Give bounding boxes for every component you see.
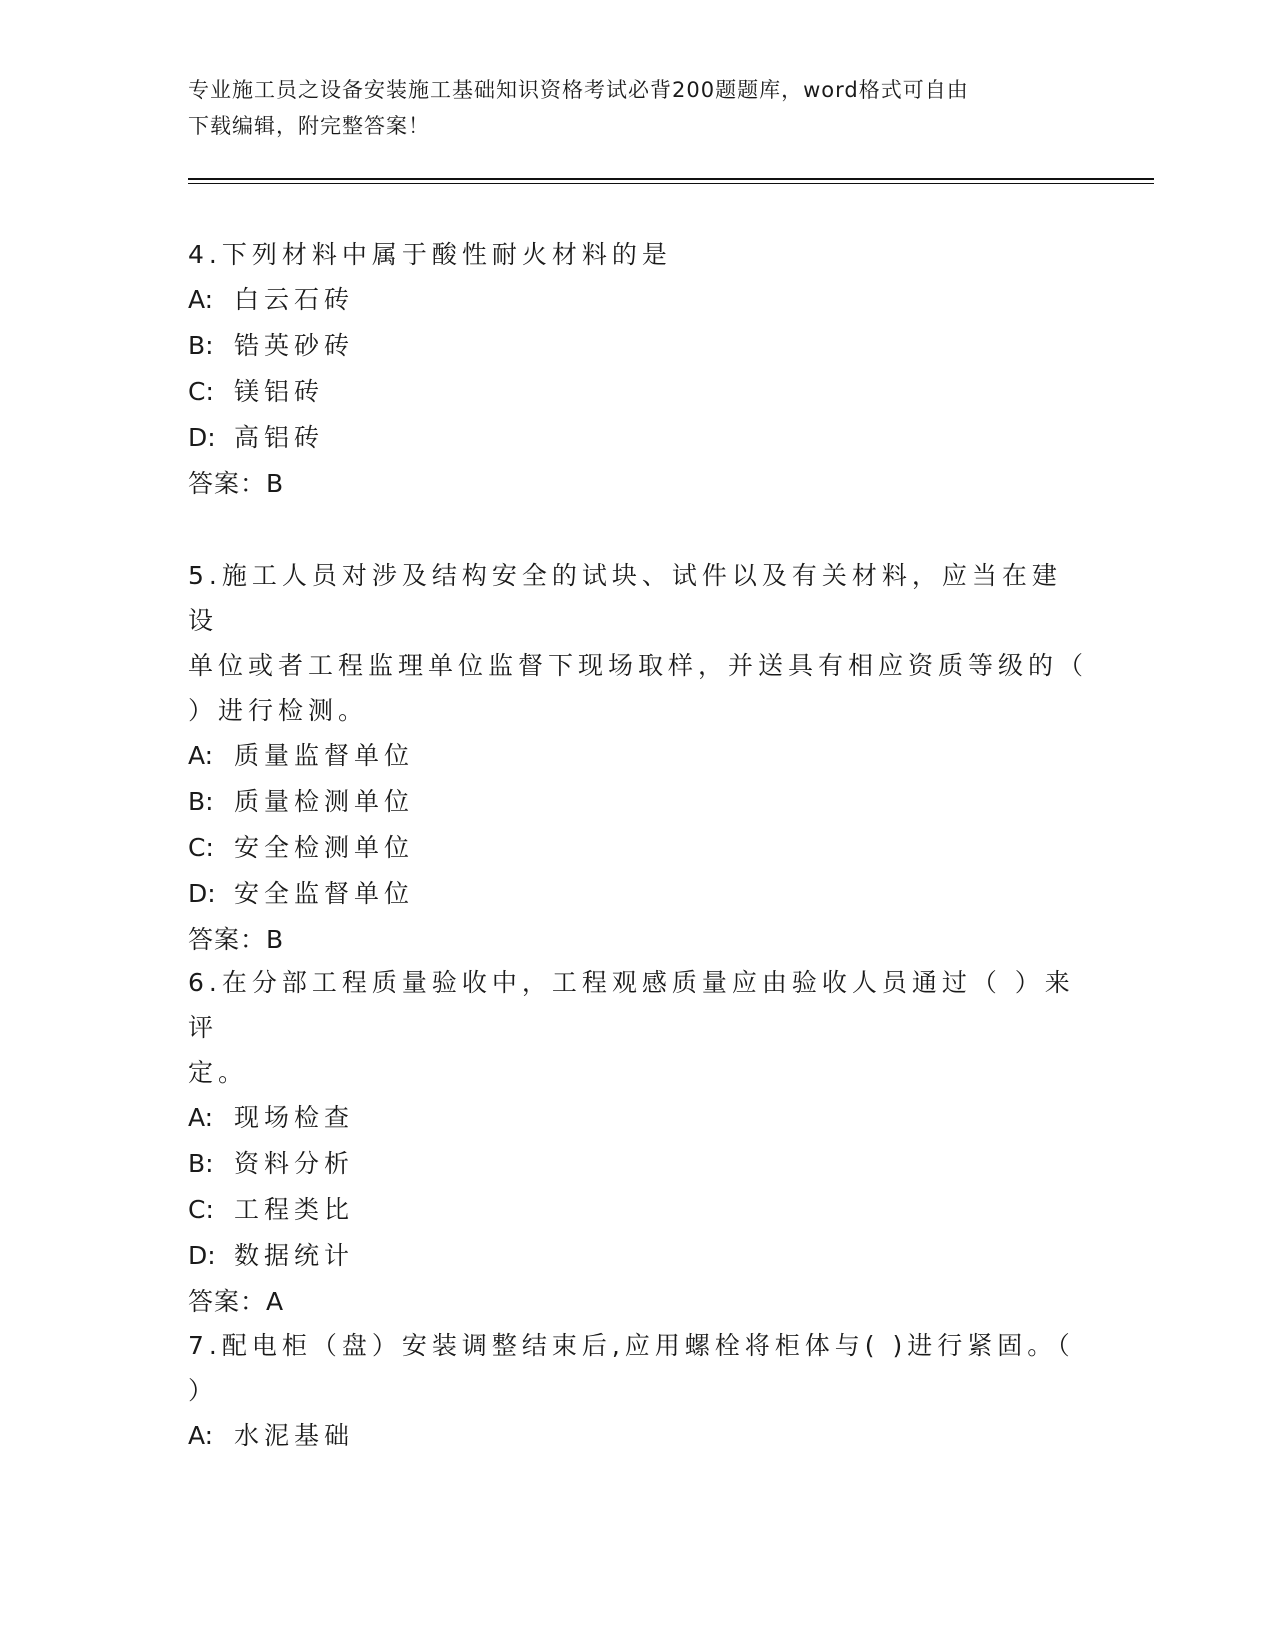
question-stem-line: 6.在分部工程质量验收中，工程观感质量应由验收人员通过（ ）来评 [188,968,1075,1042]
option-b [188,1141,1088,1187]
option-a [188,1413,1088,1459]
question-stem-line: 4.下列材料中属于酸性耐火材料的是 [188,240,672,269]
header-divider-thick [188,178,1154,180]
option-b [188,323,1088,369]
option-letter: C: [188,377,214,406]
option-letter: C: [188,1195,214,1224]
option-d [188,871,1088,917]
option-letter: A: [188,1103,214,1132]
question-stem [188,1323,1088,1413]
option-letter: B: [188,331,214,360]
option-c [188,369,1088,415]
option-letter: A: [188,741,214,770]
question-block [188,1323,1088,1459]
header-line-2: 下载编辑，附完整答案！ [188,114,430,138]
option-c [188,1187,1088,1233]
option-text: 镁铝砖 [234,377,325,406]
question-block [188,553,1088,963]
question-stem-line: ） [188,1376,219,1405]
option-letter: D: [188,1241,216,1270]
option-letter: C: [188,833,214,862]
option-letter: B: [188,787,214,816]
question-stem-line: 单位或者工程监理单位监督下现场取样，并送具有相应资质等级的（ [188,651,1089,680]
question-stem-line: 定。 [188,1058,249,1087]
option-text: 安全检测单位 [234,833,415,862]
option-letter: A: [188,285,214,314]
option-text: 质量监督单位 [234,741,415,770]
question-stem-line: 7.配电柜（盘）安装调整结束后,应用螺栓将柜体与( )进行紧固。（ [188,1331,1075,1360]
option-d [188,1233,1088,1279]
option-text: 安全监督单位 [234,879,415,908]
question-stem [188,960,1088,1095]
question-stem [188,232,1088,277]
option-text: 锆英砂砖 [234,331,355,360]
option-letter: B: [188,1149,214,1178]
option-text: 质量检测单位 [234,787,415,816]
option-text: 现场检查 [234,1103,355,1132]
option-letter: D: [188,879,216,908]
option-text: 白云石砖 [234,285,355,314]
option-text: 数据统计 [234,1241,355,1270]
answer-line: 答案：B [188,925,285,954]
option-d [188,415,1088,461]
option-text: 工程类比 [234,1195,355,1224]
question-stem-line: ）进行检测。 [188,696,369,725]
option-a [188,1095,1088,1141]
answer-line: 答案：A [188,1287,285,1316]
document-header [188,72,1088,144]
option-text: 资料分析 [234,1149,355,1178]
option-c [188,825,1088,871]
option-letter: D: [188,423,216,452]
option-text: 高铝砖 [234,423,325,452]
header-divider-thin [188,183,1154,184]
option-text: 水泥基础 [234,1421,355,1450]
option-letter: A: [188,1421,214,1450]
question-block [188,232,1088,507]
answer-line: 答案：B [188,469,285,498]
option-b [188,779,1088,825]
question-stem-line: 5.施工人员对涉及结构安全的试块、试件以及有关材料，应当在建设 [188,561,1062,635]
option-a [188,277,1088,323]
option-a [188,733,1088,779]
question-stem [188,553,1088,733]
header-line-1: 专业施工员之设备安装施工基础知识资格考试必背200题题库，word格式可自由 [188,78,969,102]
question-block [188,960,1088,1325]
